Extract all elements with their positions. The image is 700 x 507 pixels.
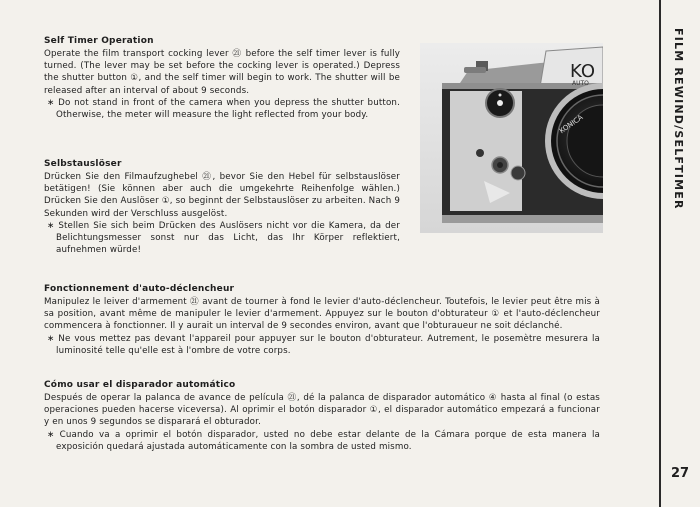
camera-photo (420, 43, 603, 233)
page-number: 27 (671, 466, 690, 481)
section-body-english: Operate the film transport cocking lever ㉑ before the self timer lever is fully turned. (The lever may be set before the cocking lever is operated.) Depress the shutter button ①, and the self timer will begin to work. The shutter will be released after an interval of about 9 seconds. (44, 49, 400, 96)
section-note-spanish: ∗ Cuando va a oprimir el botón disparador, usted no debe estar delante de la Cámara porque de esta manera la exposición quedará ajustada automáticamente con la sombra de usted mismo. (47, 429, 600, 452)
chapter-side-title: FILM REWIND/SELFTIMER (672, 28, 685, 210)
section-title-spanish: Cómo usar el disparador automático (44, 380, 236, 390)
section-note-english: ∗ Do not stand in front of the camera when you depress the shutter button. Otherwise, the meter will measure the light reflected from your body. (47, 97, 400, 121)
section-note-french: ∗ Ne vous mettez pas devant l'appareil pour appuyer sur le bouton d'obturateur. Autrement, le posemètre mesurera la luminosité telle qu'elle est à l'ombre de votre corps. (47, 333, 600, 356)
section-title-english: Self Timer Operation (44, 36, 154, 46)
section-title-german: Selbstauslöser (44, 159, 122, 169)
photo-lens-text: KONICA (558, 113, 585, 136)
section-body-french: Manipulez le leiver d'armement ㉑ avant de tourner à fond le levier d'auto-déclencheur. Toutefois, le levier peut être mis à sa position, avant même de manipuler le levier d'armement. Appuyez sur le bouton d'obturateur ① et l'auto-déclencheur commencera à fonctionner. Il y aurait un interval de 9 secondes environ, avant que l'obturaueur ne soit déclanché. (44, 297, 600, 332)
section-note-german: ∗ Stellen Sie sich beim Drücken des Auslösers nicht vor die Kamera, da der Belichtungsmesser sonst nur das Licht, das Ihr Körper reflektiert, aufnehmen würde! (47, 220, 400, 256)
section-body-spanish: Después de operar la palanca de avance de película ㉑, dé la palanca de disparador automático ④ hasta al final (o estas operaciones pueden hacerse viceversa). Al oprimir el botón disparador ①, el disparador automático empezará a funcionar y en unos 9 segundos se disparará el obturador. (44, 393, 600, 428)
photo-brand-sub-text: AUTO (572, 80, 589, 87)
section-french (44, 284, 600, 357)
photo-brand-text: KO (570, 61, 595, 82)
section-english (44, 36, 400, 121)
section-german (44, 159, 400, 256)
section-body-german: Drücken Sie den Filmaufzughebel ㉑, bevor Sie den Hebel für selbstauslöser betätigen! (Sie können aber auch die umgekehrte Reihenfolge wählen.) Drücken Sie den Auslöser ①, so beginnt der Selbstauslöser zu arbeiten. Nach 9 Sekunden wird der Verschluss ausgelöst. (44, 172, 400, 219)
section-spanish (44, 380, 600, 453)
camera-illustration (420, 43, 603, 233)
section-title-french: Fonctionnement d'auto-déclencheur (44, 284, 235, 294)
margin-divider (659, 0, 661, 507)
